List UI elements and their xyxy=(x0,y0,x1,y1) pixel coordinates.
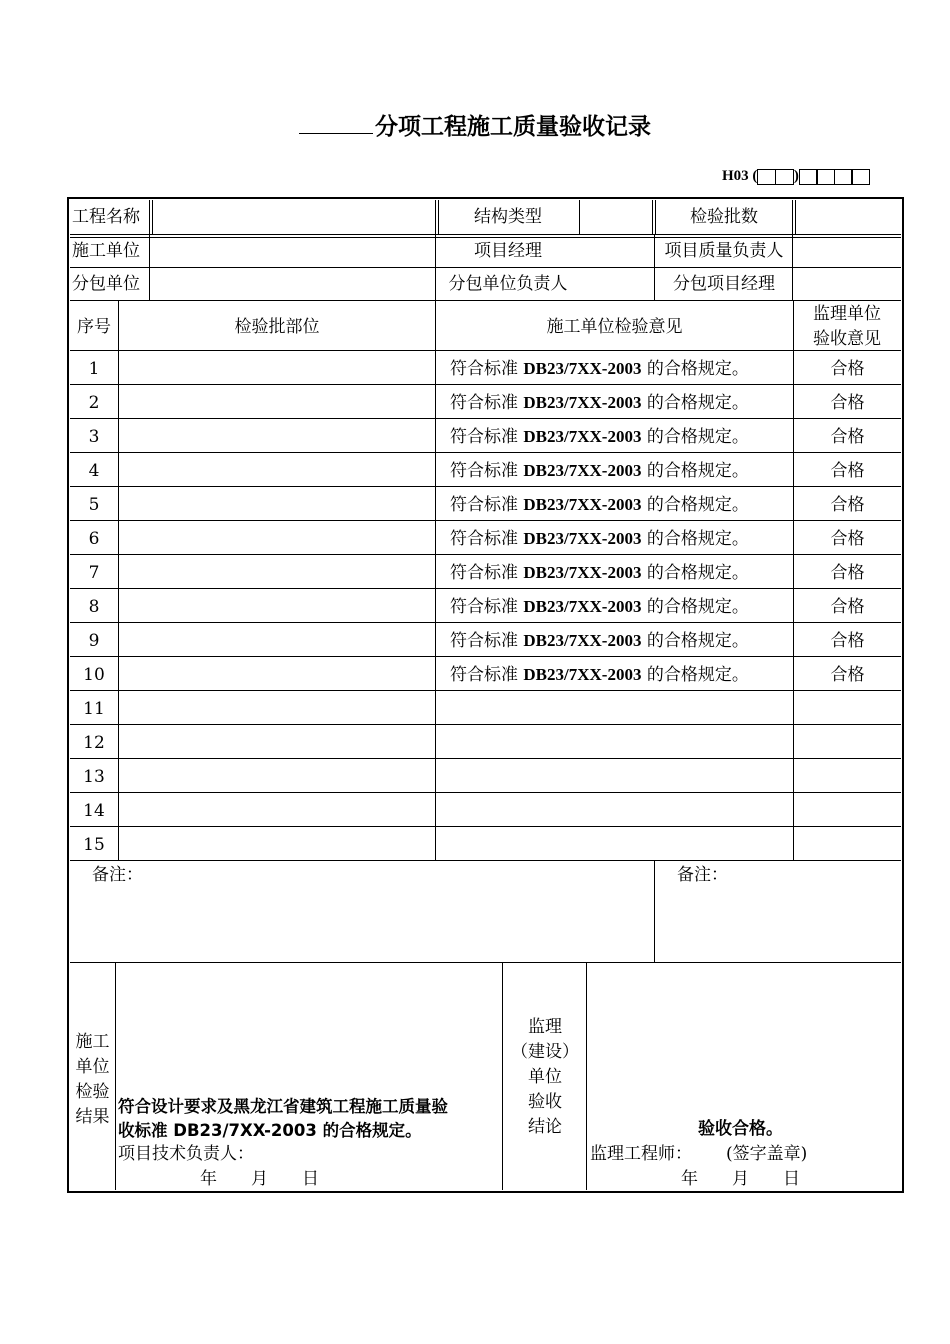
grid-line xyxy=(70,486,901,487)
grid-line xyxy=(435,200,436,234)
label-project-manager: 项目经理 xyxy=(474,241,542,261)
row-opinion: 符合标准 DB23/7XX-2003 的合格规定。 xyxy=(450,631,749,651)
row-number: 15 xyxy=(83,835,105,855)
construction-result-label: 施工 单位 检验 结果 xyxy=(75,1032,110,1127)
grid-line xyxy=(70,622,901,623)
grid-line xyxy=(792,234,793,300)
grid-line xyxy=(795,200,796,234)
row-number: 7 xyxy=(88,563,100,583)
grid-line xyxy=(70,588,901,589)
label-sub-project-manager: 分包项目经理 xyxy=(673,274,775,294)
row-number: 3 xyxy=(88,427,100,447)
row-result: 合格 xyxy=(830,563,865,583)
row-opinion: 符合标准 DB23/7XX-2003 的合格规定。 xyxy=(450,359,749,379)
construction-result-text: 符合设计要求及黑龙江省建筑工程施工质量验 收标准 DB23/7XX-2003 的合格规定。 xyxy=(118,1097,448,1140)
col-header-supervision-l2: 验收意见 xyxy=(813,329,881,349)
grid-line xyxy=(792,200,793,234)
row-number: 11 xyxy=(83,699,105,719)
row-number: 10 xyxy=(83,665,105,685)
title-text: 分项工程施工质量验收记录 xyxy=(375,114,651,140)
label-project-name: 工程名称 xyxy=(72,207,140,227)
grid-line xyxy=(654,860,655,962)
grid-line xyxy=(502,962,503,1190)
row-number: 2 xyxy=(88,393,100,413)
grid-line xyxy=(586,962,587,1190)
grid-line xyxy=(70,656,901,657)
col-header-no: 序号 xyxy=(77,317,111,337)
page-title xyxy=(0,108,950,141)
date-left: 年 月 日 xyxy=(200,1169,319,1189)
label-construction-unit: 施工单位 xyxy=(72,241,140,261)
grid-line xyxy=(70,237,901,238)
row-result: 合格 xyxy=(830,393,865,413)
grid-line xyxy=(435,234,436,300)
form-grid xyxy=(70,200,901,1190)
col-header-supervision-l1: 监理单位 xyxy=(813,304,881,324)
row-result: 合格 xyxy=(830,495,865,515)
grid-line xyxy=(149,200,150,234)
row-result: 合格 xyxy=(830,631,865,651)
row-number: 4 xyxy=(88,461,100,481)
row-number: 1 xyxy=(88,359,100,379)
col-header-location: 检验批部位 xyxy=(234,317,320,337)
grid-line xyxy=(70,418,901,419)
grid-line xyxy=(70,234,901,235)
row-result: 合格 xyxy=(830,427,865,447)
accept-text: 验收合格。 xyxy=(698,1119,783,1139)
form-code-mid: ) xyxy=(793,168,799,184)
grid-line xyxy=(70,384,901,385)
grid-line xyxy=(70,860,901,861)
row-opinion: 符合标准 DB23/7XX-2003 的合格规定。 xyxy=(450,597,749,617)
code-box[interactable] xyxy=(851,169,870,185)
remark-right: 备注： xyxy=(677,865,728,885)
row-result: 合格 xyxy=(830,597,865,617)
grid-line xyxy=(70,690,901,691)
row-result: 合格 xyxy=(830,665,865,685)
grid-line xyxy=(654,234,655,300)
code-box[interactable] xyxy=(816,169,835,185)
grid-line xyxy=(115,962,116,1190)
grid-line xyxy=(70,267,901,268)
code-box[interactable] xyxy=(799,169,818,185)
grid-line xyxy=(70,724,901,725)
label-quality-manager: 项目质量负责人 xyxy=(664,241,784,261)
grid-line xyxy=(70,826,901,827)
row-result: 合格 xyxy=(830,461,865,481)
grid-line xyxy=(793,300,794,860)
engineer-label: 监理工程师： xyxy=(590,1144,692,1164)
row-opinion: 符合标准 DB23/7XX-2003 的合格规定。 xyxy=(450,495,749,515)
row-number: 5 xyxy=(88,495,100,515)
date-right: 年 月 日 xyxy=(681,1169,800,1189)
grid-line xyxy=(70,758,901,759)
code-box[interactable] xyxy=(775,169,794,185)
grid-line xyxy=(149,234,150,300)
remark-left: 备注： xyxy=(92,865,143,885)
row-number: 9 xyxy=(88,631,100,651)
row-result: 合格 xyxy=(830,529,865,549)
row-opinion: 符合标准 DB23/7XX-2003 的合格规定。 xyxy=(450,461,749,481)
label-sub-unit-leader: 分包单位负责人 xyxy=(448,274,568,294)
grid-line xyxy=(70,350,901,351)
row-number: 14 xyxy=(83,801,105,821)
grid-line xyxy=(435,300,436,860)
tech-leader-label: 项目技术负责人： xyxy=(118,1144,254,1164)
grid-line xyxy=(70,452,901,453)
row-result: 合格 xyxy=(830,359,865,379)
row-number: 12 xyxy=(83,733,105,753)
sign-label: (签字盖章) xyxy=(726,1144,808,1164)
grid-line xyxy=(652,200,653,234)
grid-line xyxy=(70,554,901,555)
grid-line xyxy=(70,792,901,793)
grid-line xyxy=(438,200,439,234)
row-opinion: 符合标准 DB23/7XX-2003 的合格规定。 xyxy=(450,563,749,583)
form-code xyxy=(722,168,870,185)
row-number: 6 xyxy=(88,529,100,549)
label-structure-type: 结构类型 xyxy=(474,207,542,227)
title-blank-line xyxy=(299,113,373,134)
row-opinion: 符合标准 DB23/7XX-2003 的合格规定。 xyxy=(450,427,749,447)
grid-line xyxy=(152,200,153,234)
grid-line xyxy=(70,520,901,521)
code-box[interactable] xyxy=(834,169,853,185)
grid-line xyxy=(70,962,901,963)
label-batch-count: 检验批数 xyxy=(690,207,758,227)
supervision-conclusion-label: 监理 （建设） 单位 验收 结论 xyxy=(511,1017,579,1137)
row-number: 13 xyxy=(83,767,105,787)
grid-line xyxy=(655,200,656,234)
label-sub-unit: 分包单位 xyxy=(72,274,140,294)
row-opinion: 符合标准 DB23/7XX-2003 的合格规定。 xyxy=(450,665,749,685)
grid-line xyxy=(579,200,580,234)
row-opinion: 符合标准 DB23/7XX-2003 的合格规定。 xyxy=(450,529,749,549)
grid-line xyxy=(70,300,901,301)
form-code-prefix: H03 ( xyxy=(722,168,758,184)
row-opinion: 符合标准 DB23/7XX-2003 的合格规定。 xyxy=(450,393,749,413)
row-number: 8 xyxy=(88,597,100,617)
col-header-opinion: 施工单位检验意见 xyxy=(546,317,683,337)
code-box[interactable] xyxy=(757,169,776,185)
grid-line xyxy=(118,300,119,860)
